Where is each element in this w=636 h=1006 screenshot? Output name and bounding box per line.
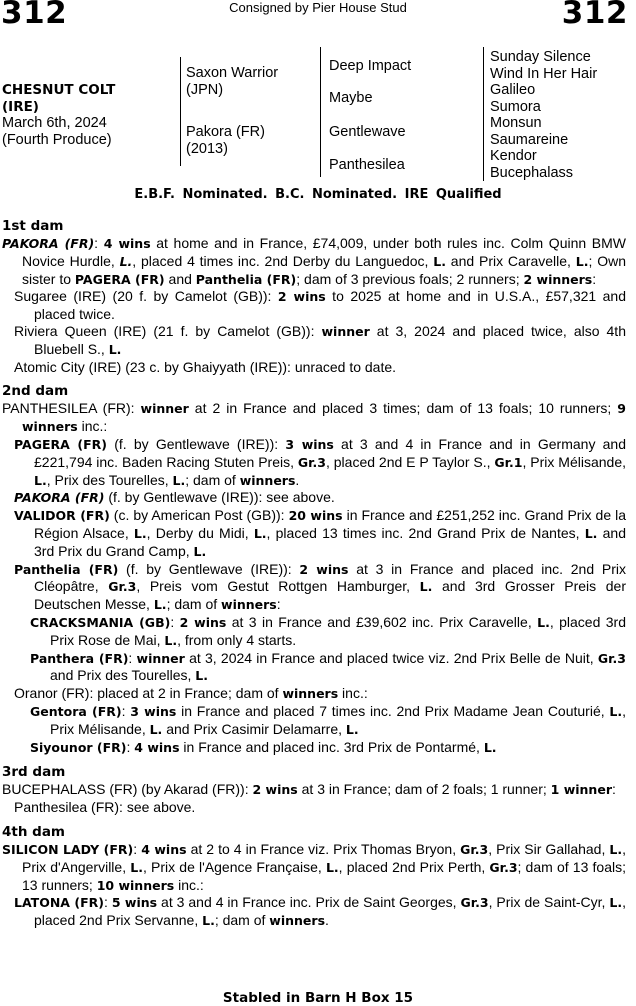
emphasis-text: L. (584, 525, 598, 541)
entry-text: , placed 13 times inc. 2nd Grand Prix de Nantes, (266, 524, 585, 541)
emphasis-text: L. (202, 913, 215, 929)
emphasis-text: L. (153, 597, 167, 613)
entry-text: ; dam of (214, 912, 270, 929)
emphasis-text: 2 wins (252, 782, 298, 798)
entry-text: . (325, 912, 329, 929)
entry-text: , from only 4 starts. (177, 631, 297, 648)
pedigree-gen2-4: Panthesilea (329, 157, 405, 173)
emphasis-text: 2 winners (523, 271, 593, 287)
emphasis-text: L. (609, 895, 623, 911)
entry-text: : (611, 781, 616, 798)
entry-text: : (128, 649, 137, 666)
emphasis-text: Gr.3 (460, 841, 489, 857)
emphasis-text: 3 wins (285, 436, 334, 452)
emphasis-text: 4 wins (141, 841, 187, 857)
entry-text: , placed 3rd Prix Rose de Mai, (50, 613, 626, 648)
horse-name: CHESNUT COLT (2, 82, 116, 98)
lot-number-left: 312 (1, 0, 68, 31)
entry-text: (f. by Gentlewave (IRE)): (118, 560, 300, 577)
entry-text: ; dam of (166, 596, 222, 613)
emphasis-text: Siyounor (FR) (30, 739, 127, 755)
emphasis-text: 9 winners (22, 401, 626, 435)
stabling-note: Stabled in Barn H Box 15 (222, 990, 414, 1006)
entry-text: , Prix des Tourelles, (46, 471, 173, 488)
entry-text: at 3, 2024 in France and placed twice viz. 2nd Prix Belle de Nuit, (184, 649, 598, 666)
pedigree-gen2-1: Deep Impact (329, 58, 412, 74)
emphasis-text: Gr.3 (297, 454, 326, 470)
emphasis-text: Panthera (FR) (30, 650, 129, 666)
emphasis-text: 2 wins (299, 561, 349, 577)
horse-produce: (Fourth Produce) (2, 131, 112, 148)
emphasis-text: L. (172, 472, 186, 488)
entry-text: and 3rd Prix du Grand Camp, (34, 524, 626, 559)
emphasis-text: CRACKSMANIA (GB) (30, 614, 171, 630)
entry-text: . (295, 471, 300, 488)
sire-country: (JPN) (186, 81, 224, 98)
entry-text: ; Own sister to (22, 252, 626, 287)
pedigree-dam (186, 124, 265, 157)
entry-text: and 3rd Grosser Preis der Deutschen Messe, (34, 578, 626, 613)
dam-year: (2013) (186, 140, 228, 157)
entry-text: , placed 4 times inc. 2nd Derby du Languedoc, (132, 252, 434, 269)
entry-text: , Derby du Midi, (146, 524, 254, 541)
entry-text: : (121, 702, 131, 719)
entry-text: at 2 in France and placed 3 times; dam of 13 foals; 10 runners; (188, 400, 618, 417)
pedigree-divider-2 (320, 47, 321, 177)
emphasis-text: L. (609, 841, 623, 857)
emphasis-text: Gr.1 (494, 454, 523, 470)
pedigree-sire (186, 65, 278, 98)
consignor-line: Consigned by Pier House Stud (229, 0, 407, 15)
emphasis-text: PAGERA (FR) (74, 271, 165, 287)
entry-text: in France and £251,252 inc. Grand Prix de la Région Alsace, (34, 507, 627, 541)
emphasis-text: winners (221, 597, 277, 613)
emphasis-text: L. (325, 859, 339, 875)
emphasis-text: L. (483, 739, 497, 755)
emphasis-text: L. (164, 632, 178, 648)
emphasis-text: L. (195, 668, 208, 684)
emphasis-text: PAKORA (FR) (14, 490, 105, 506)
emphasis-text: Gr.3 (108, 579, 137, 595)
emphasis-text: Panthelia (FR) (14, 561, 119, 577)
emphasis-text: 4 wins (103, 236, 151, 251)
gen3-4: Sumora (490, 98, 541, 115)
emphasis-text: 20 wins (288, 508, 343, 524)
emphasis-text: L. (119, 253, 133, 269)
pedigree-gen2-2: Maybe (329, 90, 373, 106)
emphasis-text: L. (419, 579, 433, 595)
entry-text: , Prix Sir Gallahad, (488, 840, 610, 857)
emphasis-text: L. (149, 721, 163, 737)
entry-text: and (164, 270, 196, 287)
emphasis-text: Gr.3 (597, 650, 626, 666)
entry-text: Atomic City (IRE) (23 c. by Ghaiyyath (IRE)): unraced to date. (14, 358, 397, 375)
entry-text: (c. by American Post (GB)): (109, 507, 289, 524)
pedigree-entry (30, 650, 626, 686)
emphasis-text: SILICON LADY (FR) (2, 841, 134, 857)
entry-text: to 2025 at home and in U.S.A., £57,321 and placed twice. (34, 288, 627, 323)
entry-text: : (103, 894, 112, 911)
entry-text: , Prix Mélisande, (50, 702, 626, 737)
entry-text: , placed 2nd Prix Servanne, (34, 894, 627, 929)
gen3-6: Saumareine (490, 131, 569, 148)
dam-name: Pakora (FR) (186, 124, 265, 140)
section-heading: 2nd dam (2, 383, 69, 400)
emphasis-text: 10 winners (96, 877, 175, 893)
horse-dob: March 6th, 2024 (2, 115, 107, 131)
entry-text: and Prix Casimir Delamarre, (162, 720, 346, 737)
entry-text: , Prix d'Angerville, (22, 840, 626, 875)
entry-text: at 3 in France; dam of 2 foals; 1 runner; (297, 781, 551, 798)
horse-identity (2, 82, 177, 148)
pedigree-body (2, 218, 626, 930)
emphasis-text: Gr.3 (489, 859, 518, 875)
entry-text: , Prix de l'Agence Française, (142, 858, 326, 875)
entry-text: inc.: (77, 418, 108, 435)
entry-text: at 3 in France and £39,602 inc. Prix Caravelle, (226, 613, 538, 630)
entry-text: , placed 2nd E P Taylor S., (325, 453, 495, 470)
entry-text: at 2 to 4 in France viz. Prix Thomas Bryon, (186, 840, 461, 857)
entry-text: ; dam of 3 previous foals; 2 runners; (296, 270, 524, 287)
entry-text: , Prix de Saint-Cyr, (488, 894, 610, 911)
emphasis-text: winners (269, 913, 326, 929)
gen3-5: Monsun (490, 115, 542, 131)
emphasis-text: winner (136, 650, 185, 666)
emphasis-text: L. (575, 253, 589, 269)
emphasis-text: LATONA (FR) (14, 895, 104, 911)
emphasis-text: 2 wins (179, 614, 227, 630)
entry-text: Riviera Queen (IRE) (21 f. by Camelot (GB)): (14, 322, 322, 339)
emphasis-text: 4 wins (134, 739, 180, 755)
emphasis-text: L. (108, 341, 122, 357)
entry-text: : (170, 613, 180, 630)
pedigree-entry (2, 400, 626, 436)
pedigree-entry (14, 288, 626, 323)
entry-text: at 3 in France and placed inc. 2nd Prix Cléopâtre, (34, 560, 626, 595)
section-heading: 4th dam (2, 823, 65, 840)
emphasis-text: VALIDOR (FR) (14, 508, 110, 524)
entry-text: at 3 and 4 in France inc. Prix de Saint Georges, (157, 894, 461, 911)
entry-text: , Prix Mélisande, (522, 453, 626, 470)
entry-text: , placed 2nd Prix Perth, (338, 858, 490, 875)
entry-text: : (133, 840, 142, 857)
entry-text: : (126, 738, 135, 755)
pedigree-entry (14, 685, 626, 703)
emphasis-text: winner (140, 401, 189, 417)
section-heading: 3rd dam (2, 764, 66, 781)
pedigree-entry (14, 799, 626, 816)
entry-text: at 3 and 4 in France and in Germany and £221,794 inc. Baden Racing Stuten Preis, (34, 435, 626, 470)
pedigree-gen3 (490, 49, 597, 181)
entry-text: ; dam of 13 foals; 13 runners; (22, 858, 626, 893)
gen3-1: Sunday Silence (490, 49, 591, 65)
gen3-7: Kendor (490, 148, 537, 164)
emphasis-text: 2 wins (277, 289, 326, 305)
emphasis-text: winners (282, 686, 339, 702)
pedigree-entry (14, 894, 626, 930)
sire-name: Saxon Warrior (186, 65, 279, 81)
emphasis-text: winners (239, 472, 296, 488)
emphasis-text: 3 wins (130, 703, 177, 719)
pedigree-entry (14, 507, 626, 560)
entry-text: Oranor (FR): placed at 2 in France; dam of (14, 685, 283, 702)
entry-text: and Prix des Tourelles, (50, 667, 196, 684)
entry-text: inc.: (174, 876, 204, 893)
entry-text: in France and placed inc. 3rd Prix de Pontarmé, (179, 738, 484, 755)
horse-country: (IRE) (2, 98, 39, 115)
pedigree-divider-1 (180, 57, 181, 166)
emphasis-text: PAGERA (FR) (14, 436, 108, 452)
pedigree-entry (2, 841, 626, 894)
entry-text: at 3, 2024 and placed twice, also 4th Bluebell S., (34, 322, 626, 357)
pedigree-entry (14, 359, 626, 376)
emphasis-text: L. (433, 253, 446, 269)
gen3-3: Galileo (490, 82, 536, 98)
pedigree-entry (2, 235, 626, 288)
entry-text: and Prix Caravelle, (445, 252, 576, 269)
gen3-2: Wind In Her Hair (490, 65, 598, 82)
pedigree-entry (30, 739, 626, 757)
section-heading: 1st dam (2, 218, 64, 234)
emphasis-text: PAKORA (FR) (2, 236, 95, 251)
emphasis-text: L. (193, 543, 207, 559)
lot-number-right: 312 (561, 0, 628, 31)
emphasis-text: Gentora (FR) (30, 703, 122, 719)
entry-text: : (592, 270, 597, 287)
entry-text: at home and in France, £74,009, under both rules inc. Colm Quinn BMW Novice Hurdle, (22, 235, 626, 269)
pedigree-divider-3 (483, 47, 484, 181)
emphasis-text: L. (130, 859, 143, 875)
entry-text: PANTHESILEA (FR): (2, 400, 141, 417)
entry-text: in France and placed 7 times inc. 2nd Prix Madame Jean Couturié, (176, 702, 610, 719)
emphasis-text: L. (34, 472, 47, 488)
emphasis-text: L. (609, 703, 623, 719)
emphasis-text: Panthelia (FR) (195, 271, 297, 287)
pedigree-entry (14, 323, 626, 359)
pedigree-entry (2, 781, 626, 799)
emphasis-text: L. (133, 525, 147, 541)
gen3-8: Bucephalass (490, 164, 574, 181)
emphasis-text: L. (345, 721, 359, 737)
pedigree-entry (14, 436, 626, 489)
entry-text: , Preis vom Gestut Rottgen Hamburger, (136, 578, 420, 595)
entry-text: : (276, 596, 281, 613)
pedigree-entry (14, 561, 626, 614)
entry-text: BUCEPHALASS (FR) (by Akarad (FR)): (2, 781, 253, 798)
entry-text: Panthesilea (FR): see above. (14, 799, 196, 816)
emphasis-text: 1 winner (550, 782, 612, 798)
entry-text: Sugaree (IRE) (20 f. by Camelot (GB)): (14, 288, 278, 305)
entry-text: (f. by Gentlewave (IRE)): (107, 435, 286, 452)
entry-text: (f. by Gentlewave (IRE)): see above. (104, 489, 335, 506)
nominations-line: E.B.F. Nominated. B.C. Nominated. IRE Qualified (134, 187, 502, 202)
entry-text: : (94, 235, 104, 251)
emphasis-text: 5 wins (111, 895, 158, 911)
pedigree-entry (30, 614, 626, 650)
pedigree-entry (14, 489, 626, 507)
entry-text: ; dam of (185, 471, 240, 488)
entry-text: inc.: (338, 685, 368, 702)
pedigree-gen2-3: Gentlewave (329, 124, 406, 140)
emphasis-text: L. (253, 525, 267, 541)
emphasis-text: Gr.3 (460, 895, 489, 911)
pedigree-entry (30, 703, 626, 739)
emphasis-text: L. (537, 614, 550, 630)
emphasis-text: winner (321, 323, 370, 339)
